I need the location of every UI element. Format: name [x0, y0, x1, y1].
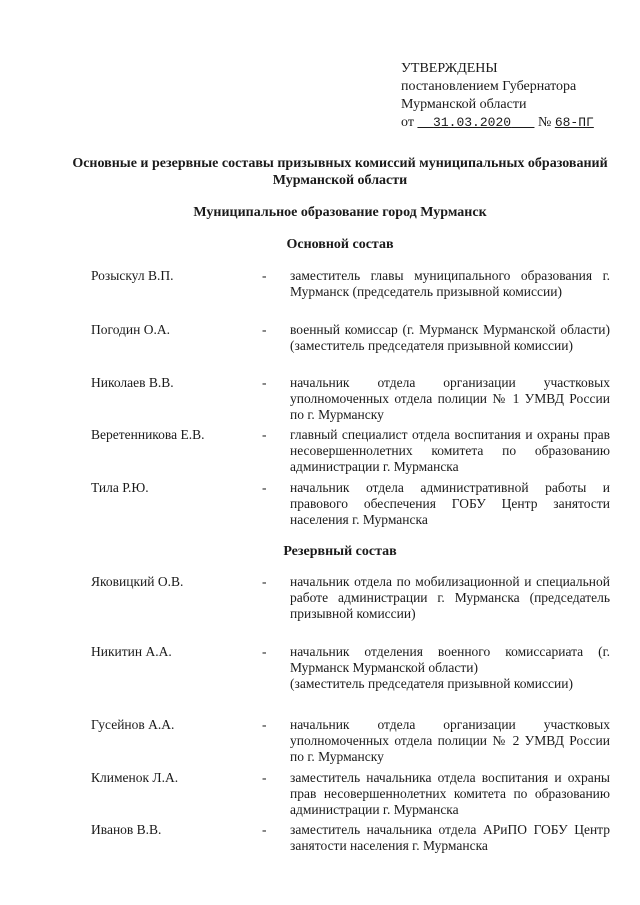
- dash: -: [262, 822, 267, 837]
- member-role: военный комиссар (г. Мурманск Мурманской области) (заместитель председателя призывной комиссии): [290, 322, 610, 353]
- member-name: Розыскул В.П.: [91, 268, 174, 283]
- member-name: Клименок Л.А.: [91, 770, 179, 785]
- municipality-heading: Муниципальное образование город Мурманск: [193, 205, 487, 220]
- member-role-line: (заместитель председателя призывной комиссии): [290, 676, 573, 691]
- reserve-composition-heading: Резервный состав: [283, 544, 397, 559]
- member-name: Никитин А.А.: [91, 644, 172, 659]
- approval-number: 68-ПГ: [554, 115, 594, 130]
- member-role: заместитель начальника отдела воспитания и охраны прав несовершеннолетних комитета по образованию администрации г. Мурманска: [290, 770, 610, 817]
- member-role: начальник отдела организации участковых уполномоченных отдела полиции № 2 УМВД России по г. Мурманску: [290, 717, 610, 764]
- dash: -: [262, 480, 267, 495]
- approval-block: [401, 60, 631, 132]
- member-role: начальник отдела административной работы и правового обеспечения ГОБУ Центр занятости населения г. Мурманска: [290, 480, 610, 527]
- member-name: Тила Р.Ю.: [91, 480, 149, 495]
- dash: -: [262, 717, 267, 732]
- approval-date: 31.03.2020: [433, 115, 512, 130]
- member-name: Иванов В.В.: [91, 822, 162, 837]
- dash: -: [262, 268, 267, 283]
- approval-title: УТВЕРЖДЕНЫ: [401, 61, 498, 76]
- member-name: Яковицкий О.В.: [91, 574, 184, 589]
- document-title: Основные и резервные составы призывных комиссий муниципальных образований Мурманской области: [72, 156, 608, 188]
- member-role: заместитель начальника отдела АРиПО ГОБУ Центр занятости населения г. Мурманска: [290, 822, 610, 853]
- member-role: начальник отдела по мобилизационной и специальной работе администрации г. Мурманска (председатель призывной комиссии): [290, 574, 610, 621]
- member-role: начальник отдела организации участковых уполномоченных отдела полиции № 1 УМВД России по г. Мурманску: [290, 375, 610, 422]
- member-role-line: начальник отделения военного комиссариата (г. Мурманск Мурманской области): [290, 644, 610, 675]
- member-role: заместитель главы муниципального образования г. Мурманск (председатель призывной комиссии): [290, 268, 610, 299]
- dash: -: [262, 574, 267, 589]
- member-name: Веретенникова Е.В.: [91, 427, 205, 442]
- approval-number-label: №: [537, 115, 552, 130]
- approval-line-3: Мурманской области: [401, 97, 527, 112]
- dash: -: [262, 427, 267, 442]
- dash: -: [262, 322, 267, 337]
- member-role: [290, 644, 610, 692]
- member-role: главный специалист отдела воспитания и охраны прав несовершеннолетних комитета по образованию администрации г. Мурманска: [290, 427, 610, 474]
- dash: -: [262, 770, 267, 785]
- dash: -: [262, 644, 267, 659]
- member-name: Гусейнов А.А.: [91, 717, 175, 732]
- approval-line-2: постановлением Губернатора: [401, 79, 577, 94]
- approval-date-line: [401, 114, 631, 132]
- dash: -: [262, 375, 267, 390]
- member-name: Николаев В.В.: [91, 375, 174, 390]
- member-name: Погодин О.А.: [91, 322, 171, 337]
- approval-from-label: от: [401, 115, 414, 130]
- main-composition-heading: Основной состав: [286, 237, 394, 252]
